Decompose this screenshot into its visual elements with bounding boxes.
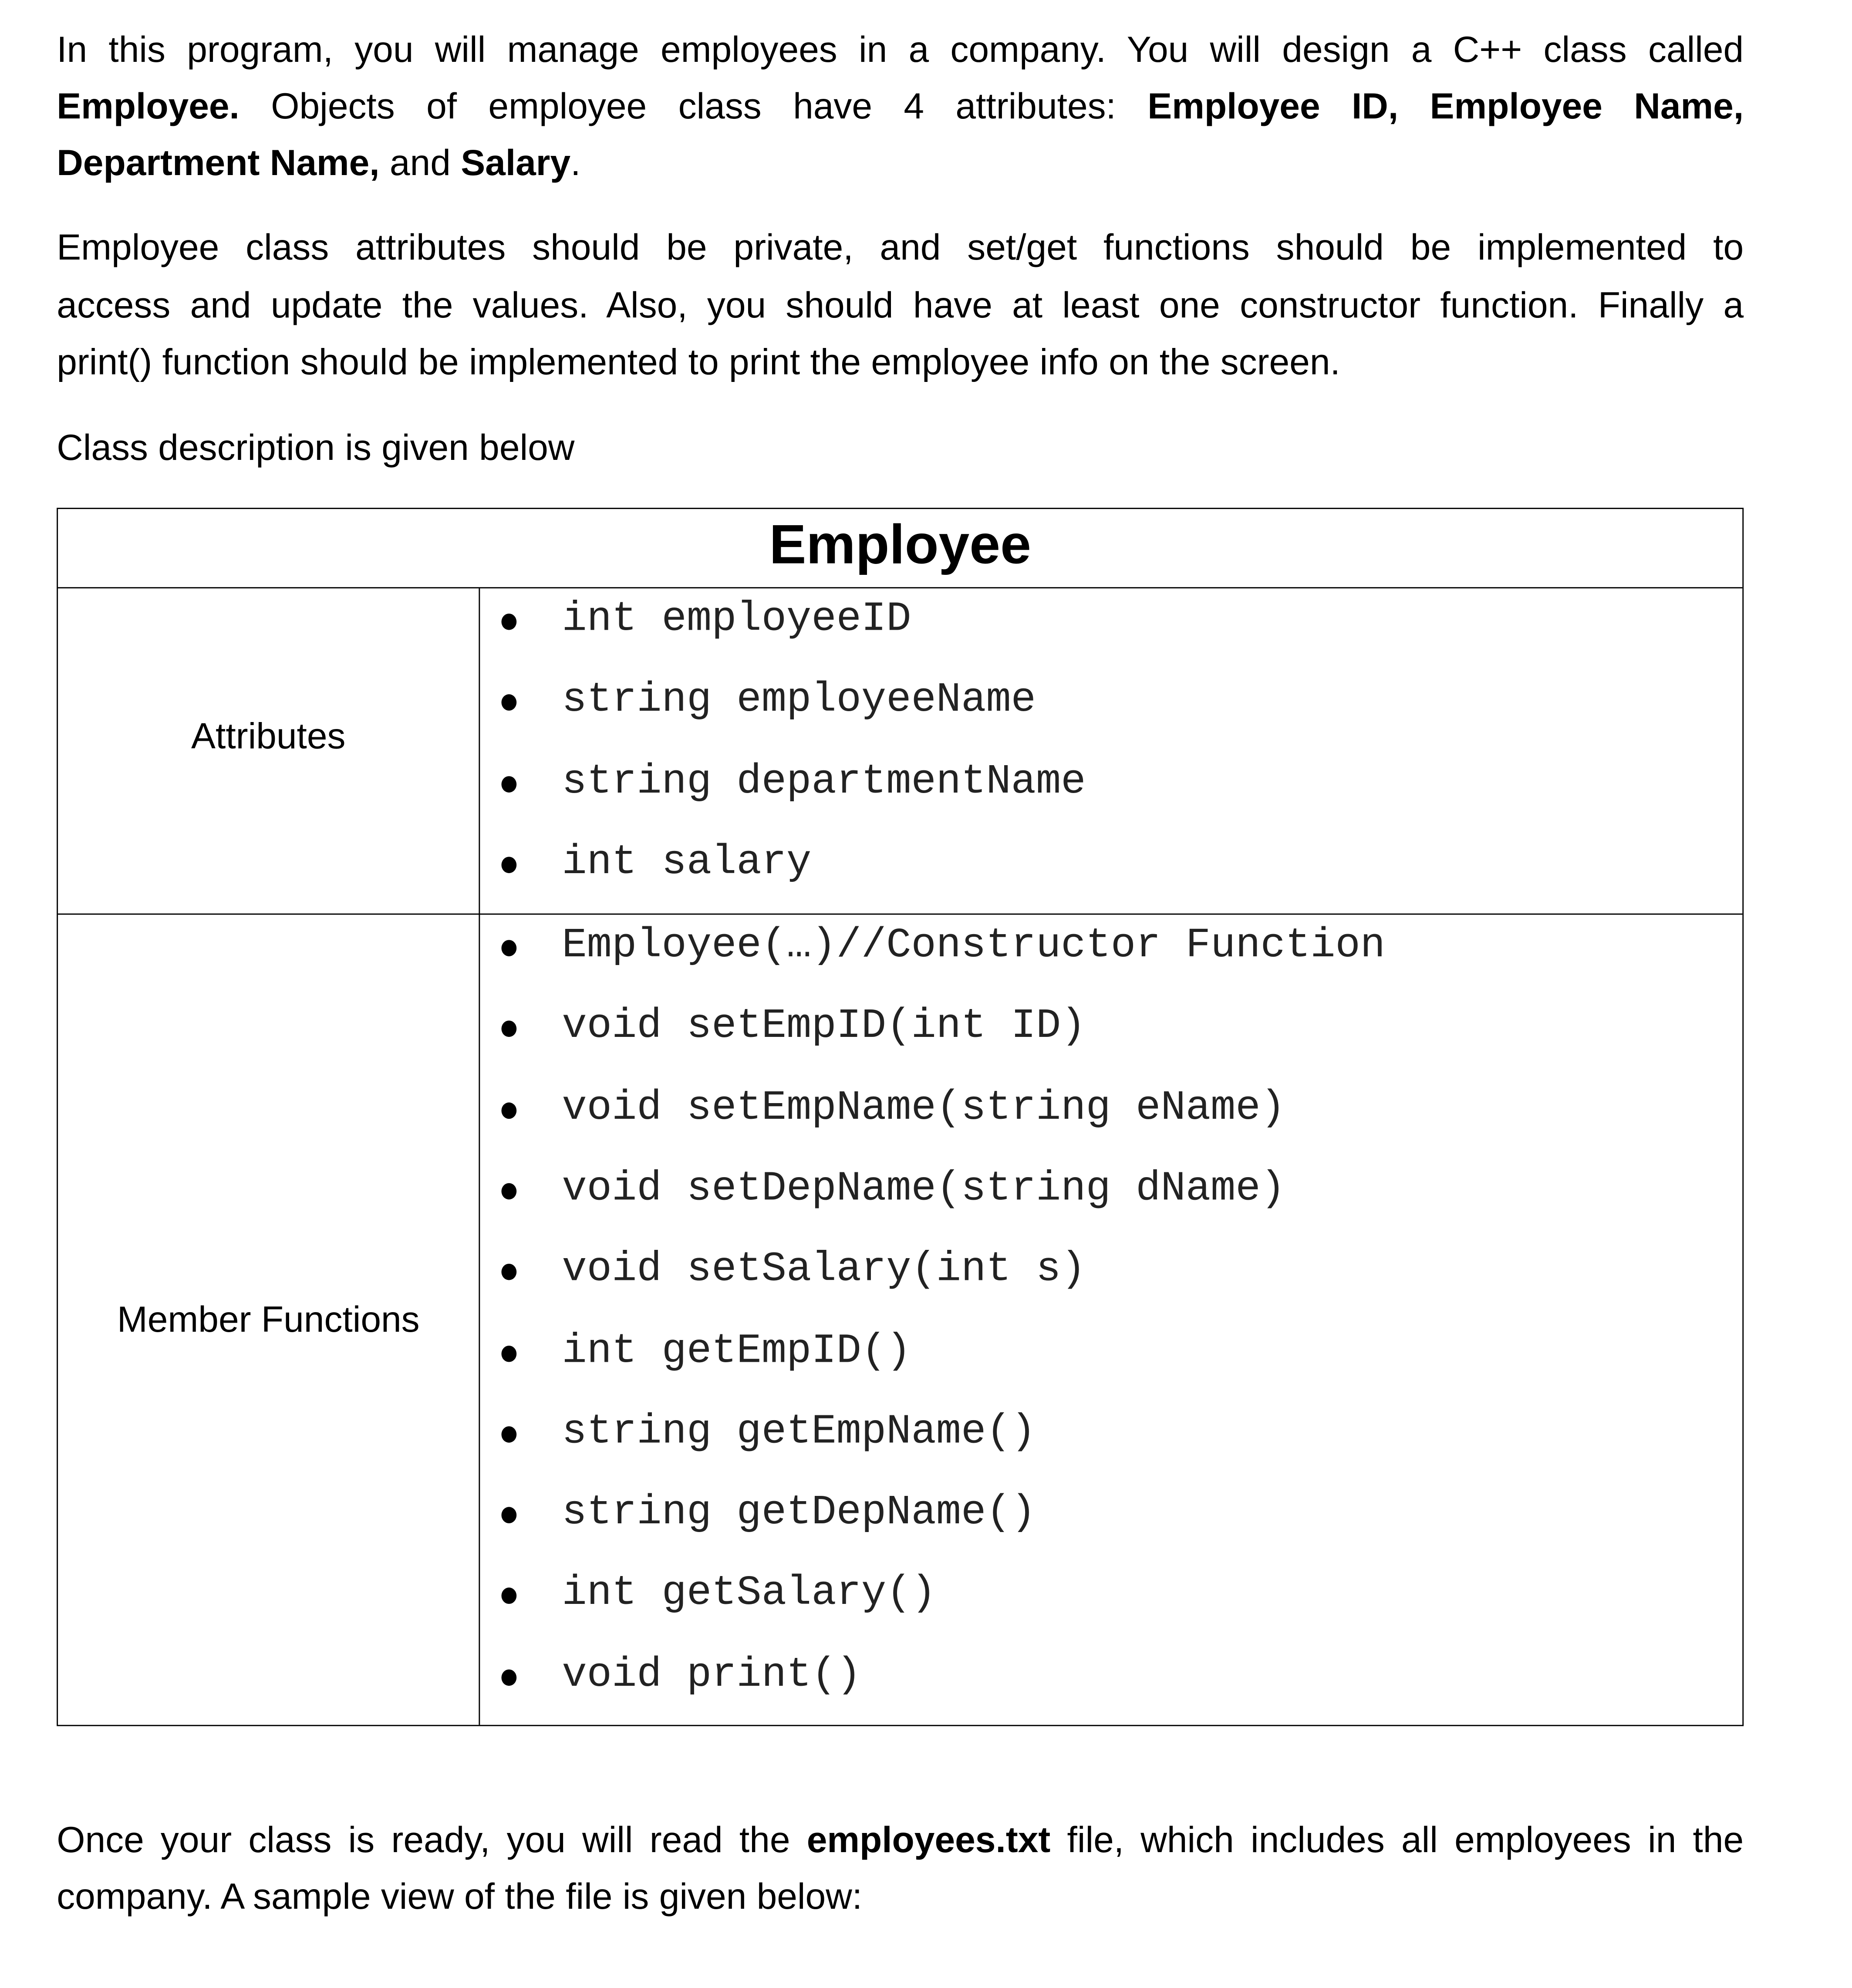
- bullet-icon: [501, 1102, 516, 1118]
- bold-text: Employee.: [57, 87, 240, 128]
- class-description-text: Class description is given below: [57, 428, 575, 469]
- text-line: access and update the values. Also, you should have at least one constructor function. Finally a: [57, 285, 1744, 326]
- member-function-item: [562, 1003, 1086, 1050]
- bold-text: employees.txt: [806, 1820, 1051, 1861]
- member-functions-label: Member Functions: [117, 1300, 420, 1341]
- text-line: [57, 1875, 1744, 1920]
- item-text: void setSalary(int s): [562, 1246, 1086, 1293]
- member-function-item: [562, 1165, 1285, 1212]
- bullet-icon: [501, 1507, 516, 1524]
- member-function-item: [562, 1246, 1086, 1293]
- bullet-icon: [501, 1021, 516, 1037]
- item-text: Employee(…)//Constructor Function: [562, 922, 1386, 969]
- item-text: void setEmpName(string eName): [562, 1084, 1285, 1131]
- employee-class-table: [57, 508, 1744, 1726]
- item-text: void setDepName(string dName): [562, 1165, 1285, 1212]
- item-text: void setEmpID(int ID): [562, 1003, 1086, 1050]
- item-text: string employeeName: [562, 677, 1036, 724]
- text-line: [57, 1818, 1744, 1863]
- member-function-item: [562, 1084, 1285, 1131]
- divider: [58, 914, 1742, 915]
- text-run: and: [379, 143, 461, 184]
- bullet-icon: [501, 1426, 516, 1443]
- attribute-item: [562, 839, 811, 886]
- bold-text: Employee ID, Employee Name,: [1147, 87, 1744, 128]
- text-line: Employee class attributes should be private, and set/get functions should be implemented to: [57, 228, 1744, 269]
- bullet-icon: [501, 776, 516, 792]
- text-run: company. A sample view of the file is given below:: [57, 1877, 863, 1918]
- member-function-item: [562, 1489, 1036, 1536]
- text-run: Objects of employee class have 4 attributes:: [239, 87, 1148, 128]
- bullet-icon: [501, 1588, 516, 1605]
- member-function-item: [562, 1408, 1036, 1455]
- table-title: Employee: [769, 514, 1031, 576]
- item-text: int employeeID: [562, 596, 911, 643]
- bullet-icon: [501, 614, 516, 630]
- bullet-icon: [501, 1264, 516, 1280]
- text-line: [57, 141, 1744, 186]
- member-function-item: [562, 1570, 936, 1617]
- item-text: int getSalary(): [562, 1570, 936, 1617]
- text-run: .: [570, 143, 581, 184]
- divider: [58, 587, 1742, 588]
- bullet-icon: [501, 1669, 516, 1686]
- attributes-label: Attributes: [191, 717, 346, 757]
- bullet-icon: [501, 1183, 516, 1199]
- bullet-icon: [501, 1345, 516, 1361]
- item-text: string departmentName: [562, 758, 1086, 805]
- member-function-item: [562, 1651, 861, 1698]
- member-function-item: [562, 922, 1385, 969]
- bold-text: Department Name,: [57, 143, 380, 184]
- bold-text: Salary: [461, 143, 571, 184]
- text-line: [57, 84, 1744, 130]
- text-line: [57, 28, 1744, 73]
- member-function-item: [562, 1327, 911, 1374]
- text-run: Once your class is ready, you will read the: [57, 1820, 807, 1861]
- attribute-item: [562, 677, 1036, 724]
- text-line: print() function should be implemented to print the employee info on the screen.: [57, 342, 1340, 383]
- text-run: In this program, you will manage employees in a company. You will design a C++ class called: [57, 30, 1744, 71]
- bullet-icon: [501, 940, 516, 956]
- bullet-icon: [501, 695, 516, 711]
- item-text: int salary: [562, 839, 812, 886]
- item-text: void print(): [562, 1651, 861, 1698]
- attribute-item: [562, 596, 911, 642]
- item-text: int getEmpID(): [562, 1327, 911, 1374]
- item-text: string getDepName(): [562, 1489, 1036, 1536]
- divider: [479, 588, 480, 1725]
- text-run: file, which includes all employees in the: [1050, 1820, 1744, 1861]
- item-text: string getEmpName(): [562, 1408, 1036, 1455]
- bullet-icon: [501, 857, 516, 873]
- attribute-item: [562, 758, 1086, 805]
